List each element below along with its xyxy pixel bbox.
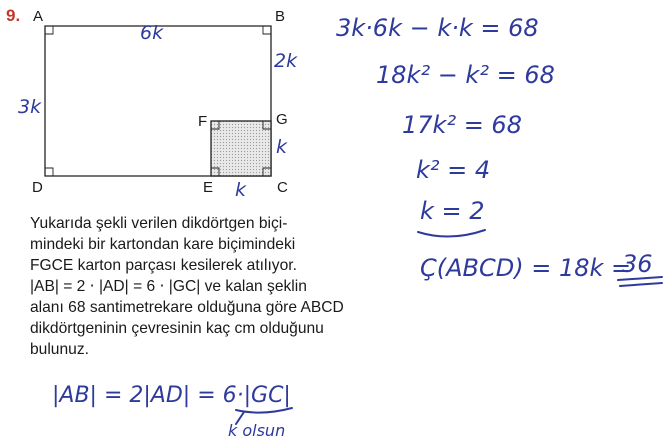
- label-k-right: k: [276, 136, 288, 158]
- problem-line-4: |AB| = 2 ⋅ |AD| = 6 ⋅ |GC| ve kalan şeklin: [30, 278, 307, 295]
- vertex-b: B: [275, 8, 286, 25]
- label-6k: 6k: [140, 22, 164, 44]
- right-angle-mark-b: [263, 26, 271, 34]
- solution-step-3: 17k² = 68: [402, 111, 522, 139]
- solution-step-1: 3k·6k − k·k = 68: [336, 14, 539, 42]
- problem-line-5: alanı 68 santimetrekare olduğuna göre ABCD: [30, 299, 344, 316]
- label-2k: 2k: [274, 50, 298, 72]
- vertex-c: C: [277, 179, 288, 196]
- right-angle-mark-a: [45, 26, 53, 34]
- problem-line-3: FGCE karton parçası kesilerek atılıyor.: [30, 257, 297, 274]
- square-fgce: [211, 121, 271, 176]
- perimeter-expression: Ç(ABCD) = 18k =: [420, 254, 632, 282]
- vertex-f: F: [198, 113, 208, 130]
- problem-line-1: Yukarıda şekli verilen dikdörtgen biçi-: [30, 215, 288, 232]
- solution-step-2: 18k² − k² = 68: [376, 61, 555, 89]
- right-angle-mark-d: [45, 168, 53, 176]
- question-number: 9.: [6, 6, 21, 25]
- problem-line-2: mindeki bir kartondan kare biçimindeki: [30, 236, 296, 253]
- bottom-note: k olsun: [228, 421, 286, 440]
- solution-step-5: k = 2: [420, 197, 485, 225]
- vertex-e: E: [203, 179, 214, 196]
- problem-line-7: bulunuz.: [30, 341, 89, 358]
- solution-step-4: k² = 4: [416, 156, 491, 184]
- underline-result-2: [620, 283, 662, 286]
- problem-line-6: dikdörtgeninin çevresinin kaç cm olduğunu: [30, 320, 324, 337]
- perimeter-result: 36: [622, 250, 653, 278]
- vertex-d: D: [32, 179, 43, 196]
- vertex-g: G: [276, 111, 288, 128]
- label-k-bottom: k: [235, 179, 247, 201]
- label-3k: 3k: [18, 96, 42, 118]
- vertex-a: A: [33, 8, 44, 25]
- bottom-equation: |AB| = 2|AD| = 6·|GC|: [52, 383, 291, 408]
- problem-text: [30, 213, 430, 360]
